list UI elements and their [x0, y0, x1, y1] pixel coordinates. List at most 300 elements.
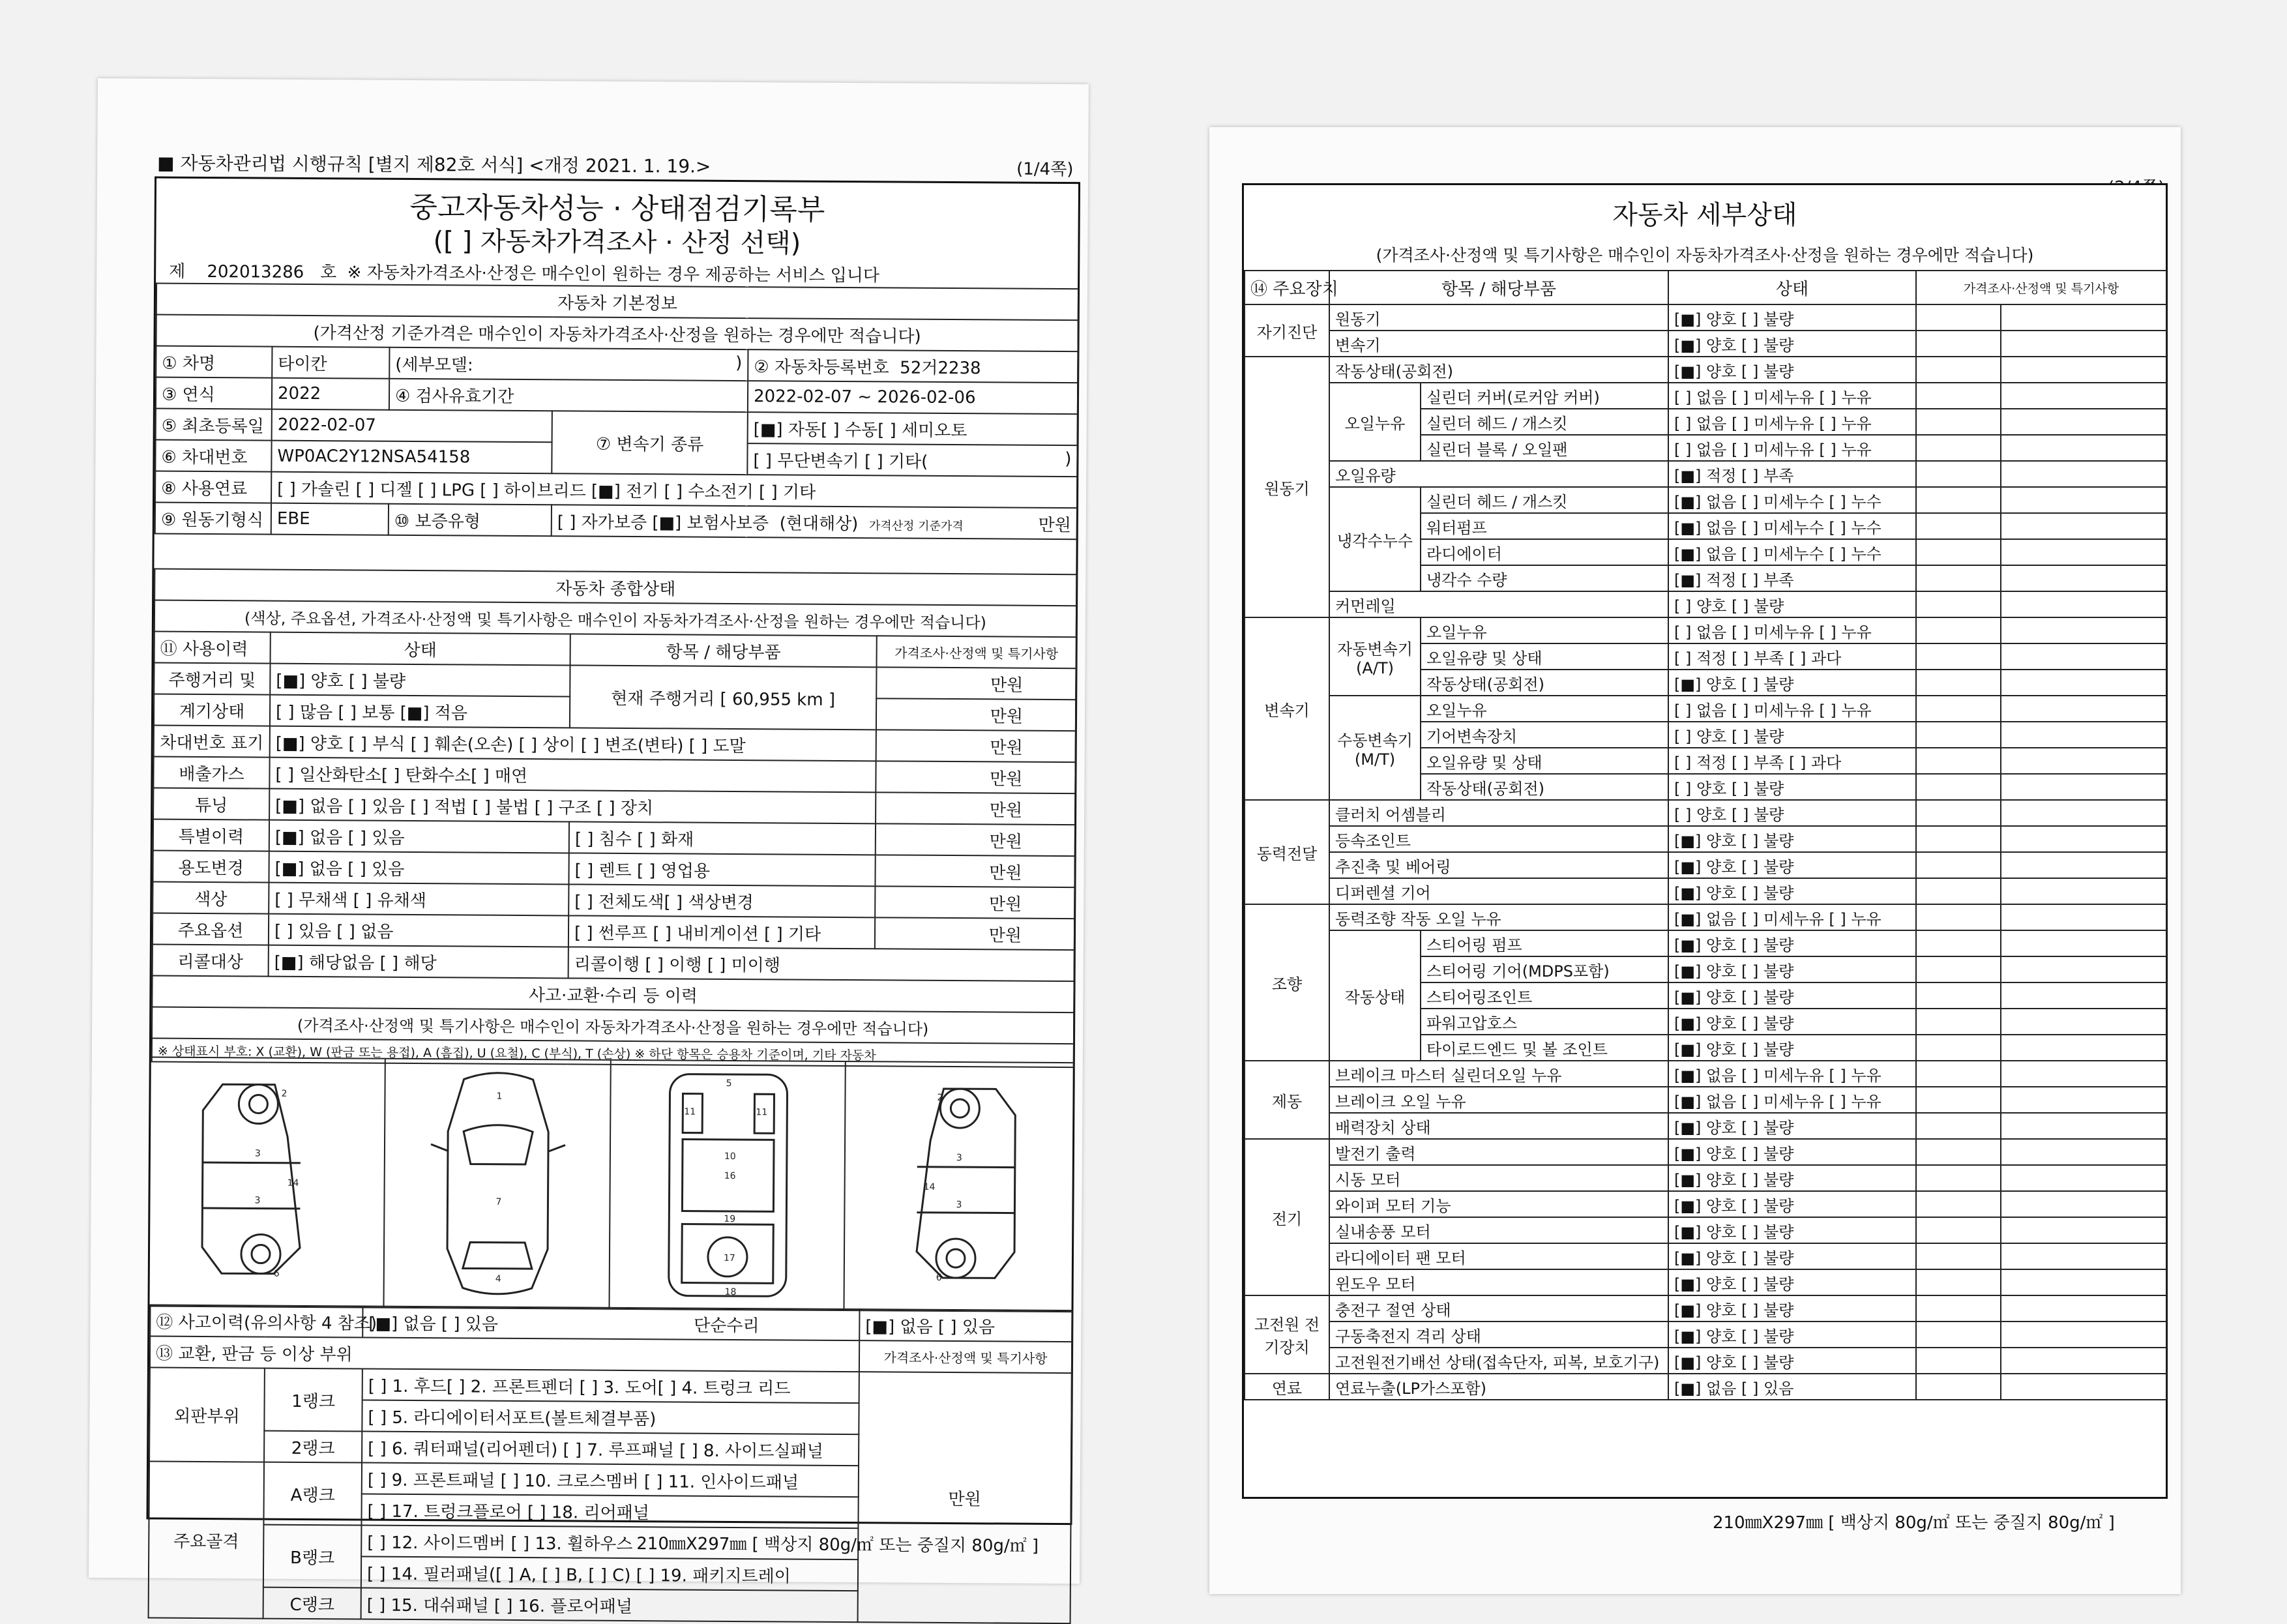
trans-label: ⑦ 변속기 종류 — [552, 411, 748, 475]
overall-status-table — [151, 568, 1078, 1069]
page2-footer: 210㎜X297㎜ [ 백상지 80g/㎡ 또는 중질지 80g/㎡ ] — [1713, 1513, 2115, 1533]
rankA-items-a: [ ] 9. 프론트패널 [ ] 10. 크로스멤버 [ ] 11. 인사이드패널 — [362, 1463, 859, 1498]
price-base-unit: 만원 — [1038, 515, 1071, 535]
note-cell — [2001, 461, 2166, 487]
col-status: 상태 — [271, 632, 570, 666]
note-cell — [1916, 513, 2001, 539]
note-cell — [2001, 930, 2166, 956]
reg-no-cell — [748, 349, 1078, 383]
part-label: 오일유량 — [1329, 461, 1668, 487]
part-state: [■] 양호 [ ] 불량 — [1668, 1009, 1916, 1035]
part-state: [■] 없음 [ ] 미세누유 [ ] 누유 — [1668, 1061, 1916, 1087]
part-label: 기어변속장치 — [1421, 722, 1668, 748]
note-cell — [1916, 956, 2001, 982]
note-cell — [1916, 1139, 2001, 1165]
note-cell — [1916, 878, 2001, 904]
usage-row-label: 특별이력 — [153, 819, 269, 851]
rankA-items-b: [ ] 17. 트렁크플로어 [ ] 18. 리어패널 — [361, 1494, 858, 1529]
outer-panel-label: 외판부위 — [149, 1368, 265, 1462]
part-label: 동력조향 작동 오일 누유 — [1329, 904, 1668, 930]
detail-row — [1245, 383, 2166, 409]
part-label: 시동 모터 — [1329, 1165, 1668, 1191]
usage-row-price: 만원 — [876, 730, 1076, 762]
car-top-diagram — [384, 1059, 611, 1308]
accident-cell — [362, 1307, 859, 1341]
price-base-label: 가격산정 기준가격 — [868, 518, 964, 533]
note-cell — [2001, 1348, 2166, 1374]
detail-row — [1245, 591, 2166, 617]
note-cell — [2001, 904, 2166, 930]
vin-label: ⑥ 차대번호 — [155, 440, 271, 472]
inspect-label: ④ 검사유효기간 — [389, 379, 748, 412]
svg-text:10: 10 — [724, 1151, 736, 1162]
part-state: [■] 양호 [ ] 불량 — [1668, 956, 1916, 982]
detail-row — [1245, 1217, 2166, 1243]
doc-no-suffix: 호 — [319, 263, 337, 283]
note-cell — [2001, 956, 2166, 982]
svg-text:3: 3 — [956, 1153, 962, 1164]
part-state: [■] 적정 [ ] 부족 — [1668, 461, 1916, 487]
part-label: 실린더 헤드 / 개스킷 — [1421, 487, 1668, 513]
form-header-text: 자동차관리법 시행규칙 [별지 제82호 서식] <개정 2021. 1. 19.> — [180, 152, 711, 177]
note-cell — [2001, 826, 2166, 852]
col-price: 가격조사·산정액 및 특기사항 — [877, 636, 1076, 668]
detail-row — [1245, 357, 2166, 383]
col-usage: ⑪ 사용이력 — [155, 632, 271, 664]
page-number: (1/4쪽) — [1016, 159, 1074, 180]
part-state: [■] 양호 [ ] 불량 — [1668, 826, 1916, 852]
detail-row — [1245, 1321, 2166, 1348]
form-header — [157, 149, 711, 179]
detail-row — [1245, 304, 2166, 331]
note-cell — [1916, 1009, 2001, 1035]
usage-row-label: 배출가스 — [153, 757, 269, 789]
note-cell — [1916, 1217, 2001, 1243]
reg-no: 52거2238 — [900, 358, 981, 378]
simple-repair-value: [■] 없음 [ ] 있음 — [859, 1309, 1072, 1342]
usage-row-item: 현재 주행거리 [ 60,955 km ] — [570, 665, 877, 730]
col-part: 항목 / 해당부품 — [1329, 271, 1668, 304]
detail-row — [1245, 487, 2166, 513]
device-group-label: 제동 — [1245, 1061, 1329, 1139]
car-name: 타이칸 — [272, 347, 389, 379]
svg-text:3: 3 — [254, 1195, 261, 1206]
part-label: 작동상태(공회전) — [1421, 670, 1668, 696]
usage-row-price: 만원 — [876, 761, 1075, 793]
note-cell — [1916, 696, 2001, 722]
accident-value: [■] 없음 [ ] 있음 — [368, 1314, 499, 1335]
detail-row — [1245, 1269, 2166, 1295]
note-cell — [2001, 357, 2166, 383]
usage-row-price: 만원 — [876, 698, 1076, 731]
detail-row — [1245, 930, 2166, 956]
usage-row-label: 튜닝 — [153, 788, 269, 820]
part-state: [■] 양호 [ ] 불량 — [1668, 982, 1916, 1009]
rankB-items-a: [ ] 12. 사이드멤버 [ ] 13. 휠하우스 — [361, 1526, 858, 1560]
detail-row — [1245, 696, 2166, 722]
note-cell — [2001, 722, 2166, 748]
detail-status-body — [1245, 304, 2166, 1400]
part-label: 구동축전지 격리 상태 — [1329, 1321, 1668, 1348]
note-cell — [2001, 1061, 2166, 1087]
usage-row-price: 만원 — [876, 667, 1076, 700]
detail-row — [1245, 852, 2166, 878]
car-diagram-area — [149, 1057, 1072, 1313]
part-state: [■] 없음 [ ] 미세누수 [ ] 누수 — [1668, 513, 1916, 539]
detail-note: (가격조사·산정액 및 특기사항은 매수인이 자동차가격조사·산정을 원하는 경우에만 적습니다) — [1376, 246, 2034, 265]
inspect-period: 2022-02-07 ~ 2026-02-06 — [748, 381, 1078, 414]
detail-row — [1245, 1139, 2166, 1165]
note-cell — [2001, 383, 2166, 409]
detail-row — [1245, 1191, 2166, 1217]
note-cell — [2001, 1321, 2166, 1348]
warranty-insurer: (현대해상) — [779, 513, 859, 534]
sub-group-label: 오일누유 — [1329, 383, 1421, 461]
page-1-sheet — [89, 78, 1089, 1617]
detail-row — [1245, 331, 2166, 357]
usage-row-label: 차대번호 표기 — [154, 726, 270, 758]
part-label: 브레이크 마스터 실린더오일 누유 — [1329, 1061, 1668, 1087]
car-right-side-diagram — [844, 1062, 1072, 1311]
part-label: 클러치 어셈블리 — [1329, 800, 1668, 826]
part-state: [■] 양호 [ ] 불량 — [1668, 1243, 1916, 1269]
part-state: [■] 적정 [ ] 부족 — [1668, 565, 1916, 591]
part-state: [ ] 양호 [ ] 불량 — [1668, 722, 1916, 748]
detail-row — [1245, 1087, 2166, 1113]
part-label: 배력장치 상태 — [1329, 1113, 1668, 1139]
doc-no-label: 제 — [169, 261, 186, 282]
note-cell — [1916, 357, 2001, 383]
part-state: [■] 양호 [ ] 불량 — [1668, 304, 1916, 331]
note-cell — [1916, 1269, 2001, 1295]
svg-text:17: 17 — [723, 1252, 735, 1264]
part-label: 고전원전기배선 상태(접속단자, 피복, 보호기구) — [1329, 1348, 1668, 1374]
part-label: 워터펌프 — [1421, 513, 1668, 539]
note-cell — [2001, 1165, 2166, 1191]
note-cell — [2001, 1035, 2166, 1061]
note-cell — [2001, 304, 2166, 331]
note-cell — [1916, 383, 2001, 409]
part-state: [ ] 양호 [ ] 불량 — [1668, 591, 1916, 617]
note-cell — [2001, 670, 2166, 696]
note-cell — [1916, 982, 2001, 1009]
usage-row-item: 리콜이행 [ ] 이행 [ ] 미이행 — [568, 947, 1074, 981]
usage-row-label: 주행거리 및 — [154, 663, 270, 695]
note-cell — [1916, 565, 2001, 591]
part-label: 디퍼렌셜 기어 — [1329, 878, 1668, 904]
note-cell — [1916, 774, 2001, 800]
device-group-label: 조향 — [1245, 904, 1329, 1061]
part-state: [ ] 없음 [ ] 미세누유 [ ] 누유 — [1668, 409, 1916, 435]
note-cell — [2001, 800, 2166, 826]
note-cell — [1916, 800, 2001, 826]
usage-row-price: 만원 — [876, 823, 1075, 856]
part-label: 발전기 출력 — [1329, 1139, 1668, 1165]
reg-no-label: ② 자동차등록번호 — [754, 357, 889, 377]
part-label: 스티어링조인트 — [1421, 982, 1668, 1009]
detail-row — [1245, 1243, 2166, 1269]
note-cell — [1916, 331, 2001, 357]
note-cell — [1916, 1321, 2001, 1348]
part-state: [■] 양호 [ ] 불량 — [1668, 1217, 1916, 1243]
note-cell — [2001, 1269, 2166, 1295]
note-cell — [2001, 696, 2166, 722]
note-cell — [1916, 826, 2001, 852]
usage-row-item: [ ] 썬루프 [ ] 내비게이션 [ ] 기타 — [568, 915, 875, 949]
usage-row-status: [■] 없음 [ ] 있음 — [269, 851, 568, 885]
part-state: [ ] 양호 [ ] 불량 — [1668, 800, 1916, 826]
svg-text:11: 11 — [684, 1106, 696, 1117]
first-reg: 2022-02-07 — [272, 409, 552, 443]
note-cell — [1916, 1061, 2001, 1087]
note-cell — [2001, 539, 2166, 565]
part-label: 실린더 블록 / 오일팬 — [1421, 435, 1668, 461]
part-label: 충전구 절연 상태 — [1329, 1295, 1668, 1321]
detail-title: 자동차 세부상태 — [1612, 200, 1797, 230]
part-state: [■] 양호 [ ] 불량 — [1668, 331, 1916, 357]
usage-row-price: 만원 — [875, 855, 1074, 887]
detail-row — [1245, 1165, 2166, 1191]
exchange-price-unit: 만원 — [858, 1372, 1072, 1623]
note-cell — [2001, 591, 2166, 617]
detail-row — [1245, 826, 2166, 852]
note-cell — [1916, 722, 2001, 748]
part-state: [■] 양호 [ ] 불량 — [1668, 1139, 1916, 1165]
part-label: 파워고압호스 — [1421, 1009, 1668, 1035]
part-state: [■] 양호 [ ] 불량 — [1668, 1269, 1916, 1295]
usage-row-status: [ ] 무채색 [ ] 유채색 — [269, 883, 568, 916]
part-label: 실린더 헤드 / 개스킷 — [1421, 409, 1668, 435]
note-cell — [2001, 1139, 2166, 1165]
rankB-label: B랭크 — [263, 1525, 362, 1588]
sub-group-label: 냉각수누수 — [1329, 487, 1421, 591]
part-state: [■] 양호 [ ] 불량 — [1668, 1191, 1916, 1217]
note-cell — [1916, 930, 2001, 956]
part-label: 오일유량 및 상태 — [1421, 748, 1668, 774]
note-cell — [2001, 643, 2166, 670]
part-state: [■] 없음 [ ] 미세누유 [ ] 누유 — [1668, 904, 1916, 930]
year-label: ③ 연식 — [156, 377, 272, 409]
part-state: [■] 양호 [ ] 불량 — [1668, 852, 1916, 878]
rank2-items: [ ] 6. 쿼터패널(리어펜더) [ ] 7. 루프패널 [ ] 8. 사이드실패널 — [362, 1432, 859, 1466]
usage-row-status: [■] 없음 [ ] 있음 — [269, 820, 569, 853]
usage-row-label: 리콜대상 — [153, 945, 269, 977]
part-label: 실내송풍 모터 — [1329, 1217, 1668, 1243]
usage-row-label: 계기상태 — [154, 694, 270, 726]
rankB-items-b: [ ] 14. 필러패널([ ] A, [ ] B, [ ] C) [ ] 19. 패키지트레이 — [361, 1557, 858, 1591]
svg-text:7: 7 — [495, 1196, 502, 1207]
rank1-items-a: [ ] 1. 후드[ ] 2. 프론트펜더 [ ] 3. 도어[ ] 4. 트렁크 리드 — [362, 1369, 859, 1404]
svg-text:3: 3 — [956, 1200, 962, 1211]
rank2-label: 2랭크 — [264, 1431, 362, 1463]
part-label: 작동상태(공회전) — [1329, 357, 1668, 383]
usage-row-status: [■] 양호 [ ] 불량 — [270, 664, 570, 697]
note-cell — [1916, 643, 2001, 670]
note-cell — [2001, 1295, 2166, 1321]
note-cell — [2001, 1113, 2166, 1139]
part-state: [ ] 양호 [ ] 불량 — [1668, 774, 1916, 800]
part-state: [ ] 없음 [ ] 미세누유 [ ] 누유 — [1668, 696, 1916, 722]
accident-note: (가격조사·산정액 및 특기사항은 매수인이 자동차가격조사·산정을 원하는 경우에만 적습니다) — [152, 1007, 1074, 1044]
accident-label: ⑫ 사고이력(유의사항 4 참조) — [150, 1305, 362, 1338]
vin: WP0AC2Y12NSA54158 — [271, 441, 552, 474]
svg-text:14: 14 — [287, 1177, 299, 1188]
detail-row — [1245, 1113, 2166, 1139]
part-label: 스티어링 기어(MDPS포함) — [1421, 956, 1668, 982]
usage-row-price: 만원 — [875, 886, 1074, 919]
trans-opt2-cell — [747, 443, 1077, 477]
note-cell — [1916, 1348, 2001, 1374]
col-state: 상태 — [1668, 271, 1916, 304]
overall-title: 자동차 종합상태 — [155, 569, 1076, 606]
trans-opt1: [■] 자동[ ] 수동[ ] 세미오토 — [748, 412, 1078, 445]
note-cell — [1916, 617, 2001, 643]
device-group-label: 원동기 — [1245, 357, 1329, 617]
part-label: 연료누출(LP가스포함) — [1329, 1374, 1668, 1400]
form-subtitle: ([ ] 자동차가격조사 · 산정 선택) — [433, 226, 801, 259]
rank1-label: 1랭크 — [264, 1368, 362, 1432]
main-frame-label: 주요골격 — [149, 1462, 264, 1619]
usage-row-status: [ ] 많음 [ ] 보통 [■] 적음 — [270, 695, 570, 728]
usage-row-price: 만원 — [876, 792, 1075, 825]
part-state: [ ] 없음 [ ] 미세누유 [ ] 누유 — [1668, 383, 1916, 409]
detail-row — [1245, 1348, 2166, 1374]
note-cell — [2001, 409, 2166, 435]
engine: EBE — [271, 503, 389, 535]
part-label: 타이로드엔드 및 볼 조인트 — [1421, 1035, 1668, 1061]
usage-row-label: 주요옵션 — [153, 913, 269, 945]
note-cell — [2001, 331, 2166, 357]
detail-model-cell — [389, 347, 748, 381]
note-cell — [2001, 435, 2166, 461]
car-top-icon — [385, 1059, 612, 1307]
part-label: 추진축 및 베어링 — [1329, 852, 1668, 878]
note-cell — [2001, 1374, 2166, 1400]
basic-info-title: 자동차 기본정보 — [156, 284, 1078, 321]
note-cell — [1916, 539, 2001, 565]
page1-footer: 210㎜X297㎜ [ 백상지 80g/㎡ 또는 중질지 80g/㎡ ] — [636, 1534, 1039, 1556]
note-cell — [2001, 617, 2166, 643]
year: 2022 — [272, 378, 389, 410]
detail-model-label: (세부모델: — [395, 355, 473, 376]
detail-row — [1245, 800, 2166, 826]
part-state: [■] 없음 [ ] 미세누수 [ ] 누수 — [1668, 487, 1916, 513]
engine-label: ⑨ 원동기형식 — [155, 503, 271, 535]
note-cell — [1916, 670, 2001, 696]
col-main-device: ⑭ 주요장치 — [1245, 271, 1329, 304]
col-item: 항목 / 해당부품 — [570, 634, 877, 667]
usage-row-status: [■] 양호 [ ] 부식 [ ] 훼손(오손) [ ] 상이 [ ] 변조(변타) [ ] 도말 — [270, 726, 876, 761]
note-cell — [1916, 409, 2001, 435]
note-cell — [2001, 852, 2166, 878]
part-state: [ ] 적정 [ ] 부족 [ ] 과다 — [1668, 748, 1916, 774]
note-cell — [1916, 435, 2001, 461]
fuel: [ ] 가솔린 [ ] 디젤 [ ] LPG [ ] 하이브리드 [■] 전기 [ ] 수소전기 [ ] 기타 — [271, 472, 1077, 509]
note-cell — [1916, 852, 2001, 878]
accident-title: 사고·교환·수리 등 이력 — [152, 976, 1074, 1013]
svg-text:4: 4 — [495, 1273, 501, 1284]
usage-row-item: [ ] 렌트 [ ] 영업용 — [568, 853, 875, 886]
part-label: 라디에이터 팬 모터 — [1329, 1243, 1668, 1269]
part-state: [■] 양호 [ ] 불량 — [1668, 1295, 1916, 1321]
part-label: 작동상태(공회전) — [1421, 774, 1668, 800]
detail-row — [1245, 617, 2166, 643]
svg-text:2: 2 — [937, 1092, 943, 1103]
part-state: [■] 양호 [ ] 불량 — [1668, 357, 1916, 383]
svg-text:14: 14 — [923, 1181, 936, 1192]
part-state: [ ] 적정 [ ] 부족 [ ] 과다 — [1668, 643, 1916, 670]
rank1-items-b: [ ] 5. 라디에이터서포트(볼트체결부품) — [362, 1400, 859, 1435]
svg-text:6: 6 — [273, 1268, 280, 1279]
svg-text:16: 16 — [724, 1170, 736, 1182]
svg-text:6: 6 — [936, 1272, 942, 1283]
car-name-label: ① 차명 — [156, 346, 272, 378]
device-group-label: 동력전달 — [1245, 800, 1329, 904]
page-2-sheet — [1209, 127, 2181, 1594]
doc-number-row — [169, 258, 879, 287]
device-group-label: 전기 — [1245, 1139, 1329, 1295]
part-label: 원동기 — [1329, 304, 1668, 331]
note-cell — [1916, 1191, 2001, 1217]
part-state: [ ] 없음 [ ] 미세누유 [ ] 누유 — [1668, 435, 1916, 461]
note-cell — [2001, 487, 2166, 513]
form-title: 중고자동차성능 · 상태점검기록부 — [409, 190, 825, 227]
rankA-label: A랭크 — [263, 1462, 362, 1526]
svg-text:18: 18 — [724, 1286, 737, 1298]
part-state: [■] 양호 [ ] 불량 — [1668, 1035, 1916, 1061]
part-state: [■] 없음 [ ] 미세누수 [ ] 누수 — [1668, 539, 1916, 565]
note-cell — [1916, 1295, 2001, 1321]
doc-number: 202013286 — [207, 262, 304, 282]
detail-row — [1245, 1295, 2166, 1321]
note-cell — [1916, 1243, 2001, 1269]
note-cell — [2001, 878, 2166, 904]
note-cell — [1916, 1087, 2001, 1113]
note-cell — [2001, 1191, 2166, 1217]
sub-group-label: 작동상태 — [1329, 930, 1421, 1061]
usage-row-status: [ ] 일산화탄소[ ] 탄화수소[ ] 매연 — [269, 758, 876, 793]
device-group-label: 변속기 — [1245, 617, 1329, 800]
usage-row-status: [■] 해당없음 [ ] 해당 — [269, 945, 568, 979]
part-state: [■] 양호 [ ] 불량 — [1668, 670, 1916, 696]
note-cell — [2001, 1087, 2166, 1113]
detail-model-close: ) — [735, 353, 743, 373]
repair-history-table — [148, 1305, 1073, 1624]
car-left-side-icon — [150, 1058, 386, 1306]
note-cell — [2001, 513, 2166, 539]
simple-repair-label: 단순수리 — [693, 1316, 760, 1336]
usage-row-status: [ ] 있음 [ ] 없음 — [269, 914, 568, 947]
note-cell — [1916, 461, 2001, 487]
usage-row-item: [ ] 침수 [ ] 화재 — [569, 821, 876, 855]
col-note: 가격조사·산정액 및 특기사항 — [1916, 271, 2166, 304]
rankC-items: [ ] 15. 대쉬패널 [ ] 16. 플로어패널 — [361, 1588, 858, 1623]
note-cell — [1916, 1374, 2001, 1400]
basic-info-note: (가격산정 기준가격은 매수인이 자동차가격조사·산정을 원하는 경우에만 적습니다) — [156, 315, 1078, 352]
sub-group-label: 자동변속기(A/T) — [1329, 617, 1421, 696]
note-cell — [2001, 1009, 2166, 1035]
first-reg-label: ⑤ 최초등록일 — [156, 409, 272, 441]
usage-row-price: 만원 — [875, 917, 1074, 950]
detail-row — [1245, 461, 2166, 487]
overall-note: (색상, 주요옵션, 가격조사·산정액 및 특기사항은 매수인이 자동차가격조사·산정을 원하는 경우에만 적습니다) — [155, 600, 1076, 638]
part-state: [■] 양호 [ ] 불량 — [1668, 1321, 1916, 1348]
part-state: [■] 양호 [ ] 불량 — [1668, 1348, 1916, 1374]
device-group-label: 연료 — [1245, 1374, 1329, 1400]
svg-text:5: 5 — [726, 1078, 732, 1089]
part-state: [■] 없음 [ ] 미세누유 [ ] 누유 — [1668, 1087, 1916, 1113]
part-label: 윈도우 모터 — [1329, 1269, 1668, 1295]
